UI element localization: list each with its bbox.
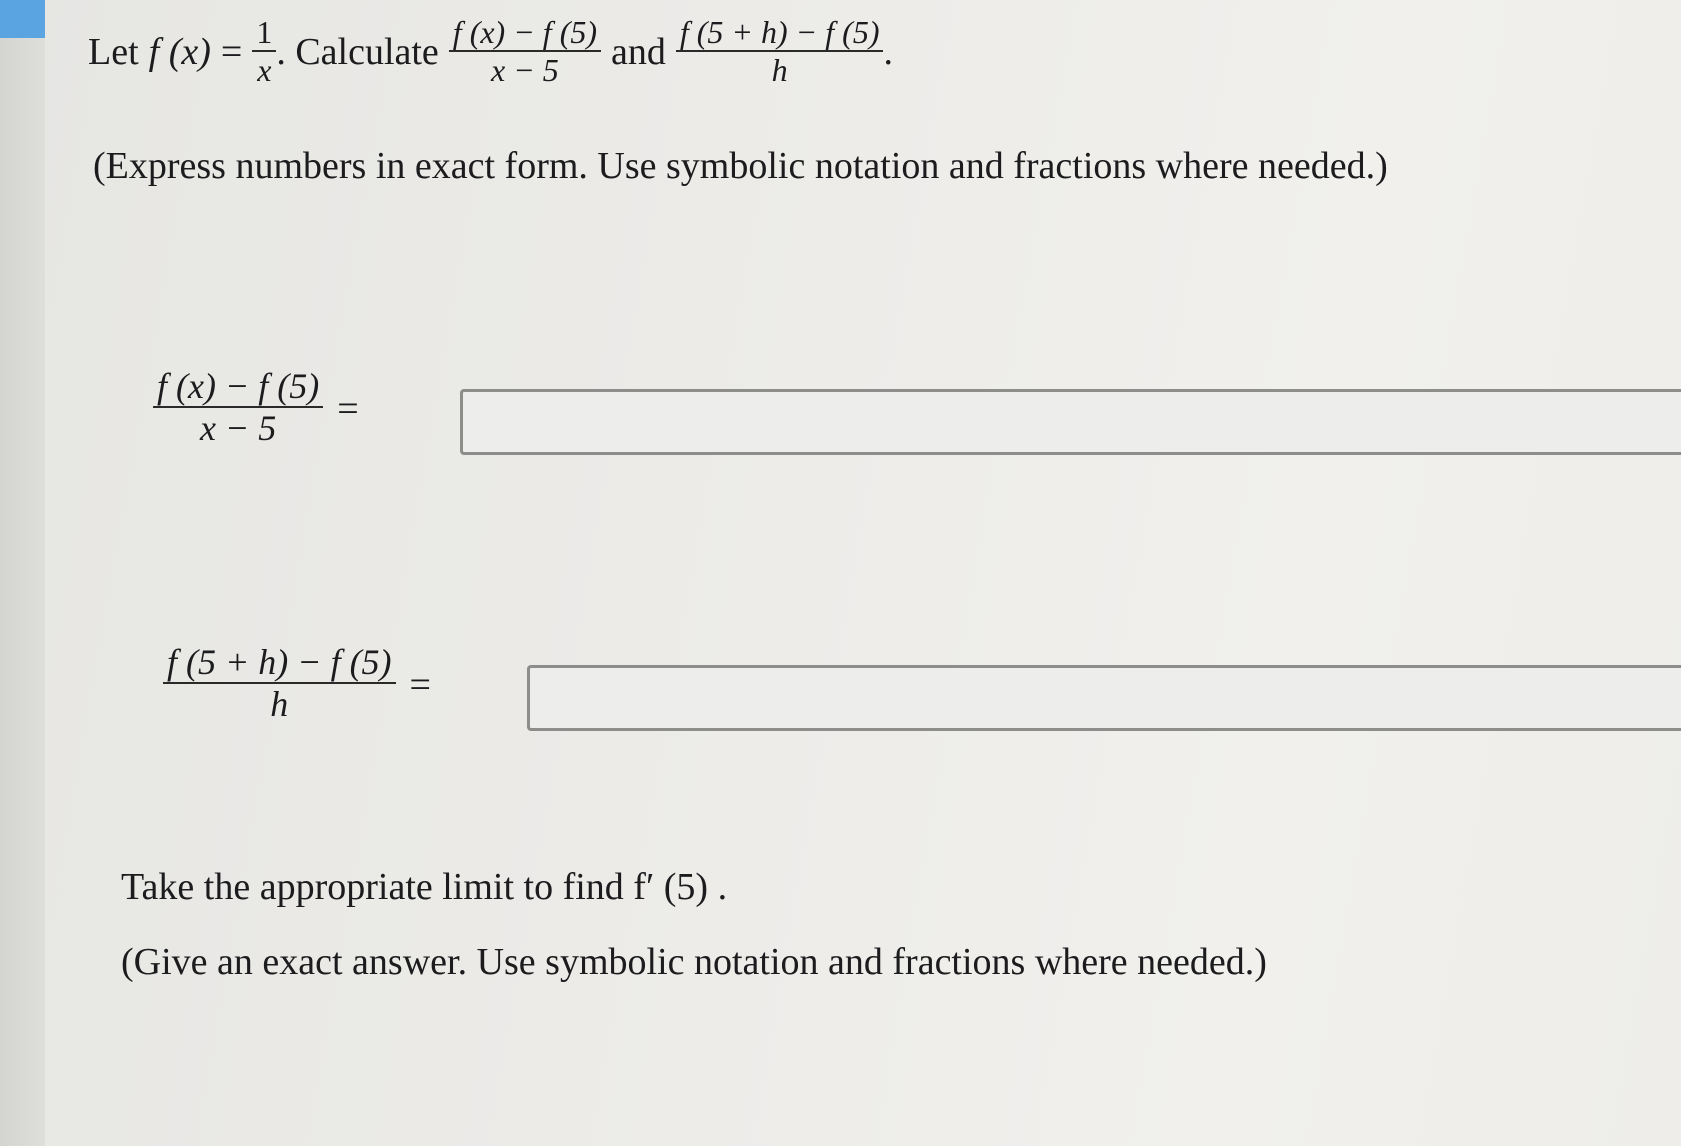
answer-input-2[interactable] [527,665,1681,731]
quotient-1-denominator: x − 5 [491,51,559,88]
answer-2-equals: = [409,663,431,706]
calculate-text: . Calculate [276,31,439,74]
answer-1-denominator: x − 5 [199,407,277,448]
function-lhs: f (x) [148,31,211,74]
answer-row-1 [153,368,359,449]
difference-quotient-2 [676,16,884,88]
left-accent-tab [0,0,45,38]
quotient-2-numerator: f (5 + h) − f (5) [679,14,880,50]
answer-1-numerator: f (x) − f (5) [157,366,320,406]
problem-statement [88,16,893,88]
period: . [883,31,893,74]
left-margin-strip [0,0,45,1146]
answer-2-fraction-label [163,644,396,725]
answer-2-numerator: f (5 + h) − f (5) [167,642,392,682]
exact-answer-instruction: (Give an exact answer. Use symbolic notation and fractions where needed.) [121,941,1267,983]
quotient-1-numerator: f (x) − f (5) [452,14,597,50]
answer-input-1[interactable] [460,389,1681,455]
answer-2-denominator: h [270,683,289,724]
equals-sign: = [220,31,243,74]
exact-form-instruction: (Express numbers in exact form. Use symbolic notation and fractions where needed.) [93,145,1388,187]
difference-quotient-1 [449,16,601,88]
let-text: Let [88,31,139,74]
quotient-2-denominator: h [771,51,788,88]
definition-denominator: x [257,51,272,88]
answer-1-fraction-label [153,368,323,449]
limit-prompt: Take the appropriate limit to find f′ (5) . [121,866,728,908]
answer-row-2 [163,644,431,725]
question-panel [45,0,1681,1146]
function-definition-fraction [252,16,276,88]
answer-1-equals: = [337,387,359,430]
definition-numerator: 1 [256,14,273,50]
and-text: and [611,31,666,74]
